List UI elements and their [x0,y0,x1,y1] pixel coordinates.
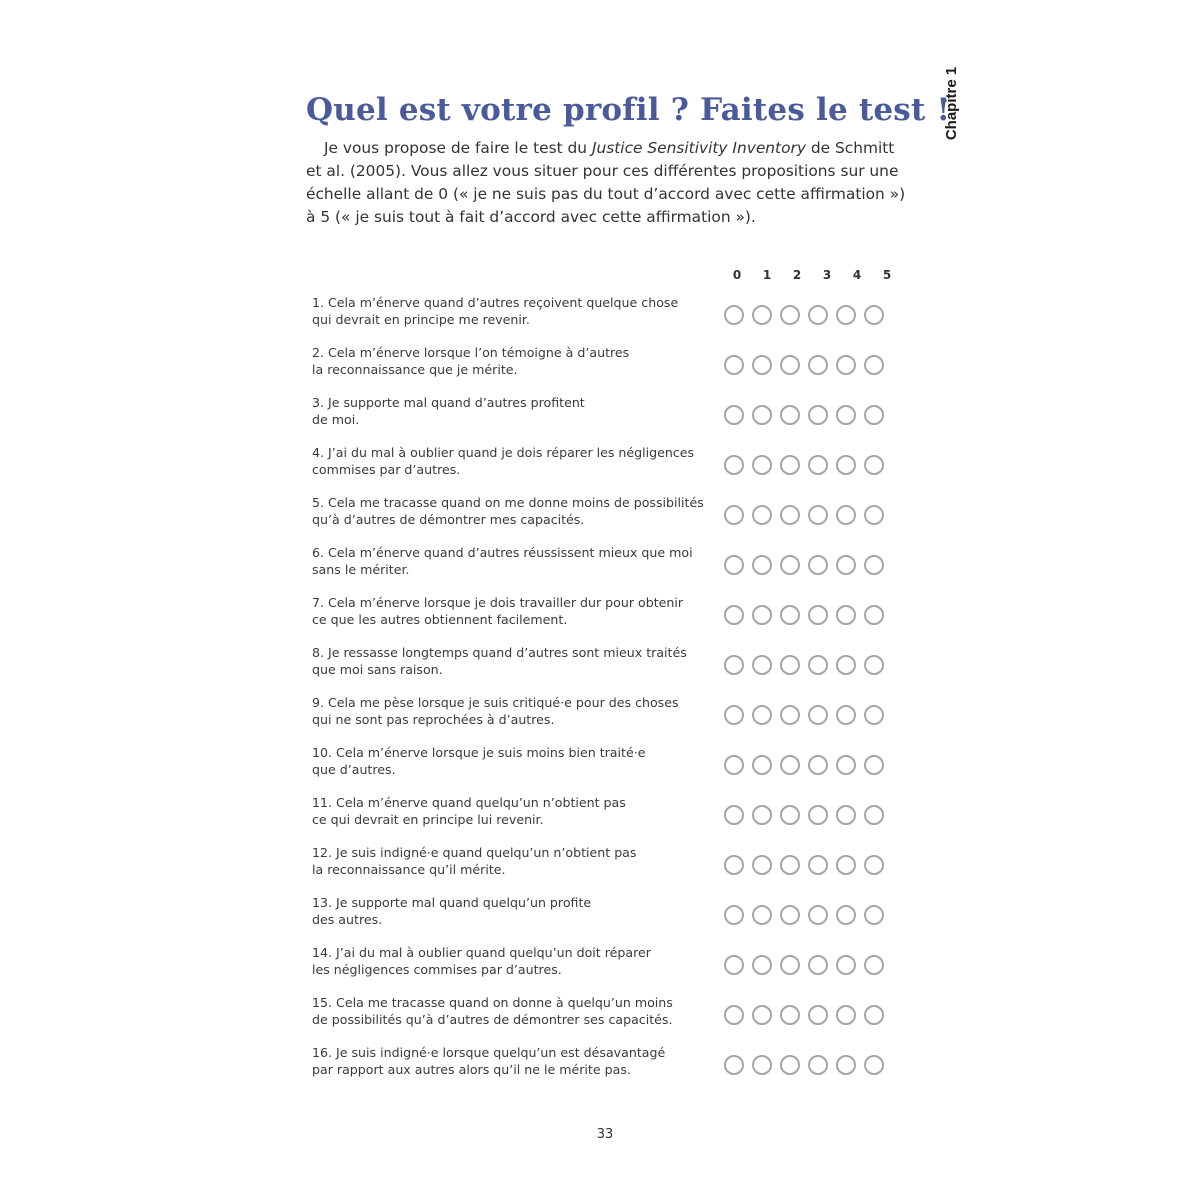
answer-radio-5[interactable] [864,505,884,525]
intro-text-end: de Schmitt et al. (2005). Vous allez vous situer pour ces différentes propositions sur une échelle allant de 0 (« je ne suis pas du tout d’accord avec cette affirmation ») à 5 (« je suis tout à fait d’accord avec cette affirmation »). [306,139,906,226]
answer-radio-3[interactable] [808,555,828,575]
answer-radio-0[interactable] [724,1005,744,1025]
answer-radio-1[interactable] [752,455,772,475]
question-text: 14. J’ai du mal à oublier quand quelqu’un doit réparer les négligences commises par d’autres. [312,945,651,977]
answer-radio-1[interactable] [752,305,772,325]
answer-radio-4[interactable] [836,505,856,525]
answer-radio-2[interactable] [780,405,800,425]
answer-radio-3[interactable] [808,405,828,425]
scale-label: 4 [852,268,862,282]
answer-radio-4[interactable] [836,705,856,725]
answer-radio-1[interactable] [752,755,772,775]
answer-radio-3[interactable] [808,305,828,325]
answer-radio-5[interactable] [864,955,884,975]
question-row [312,544,912,594]
answer-radio-group [724,305,884,325]
answer-radio-5[interactable] [864,705,884,725]
answer-radio-group [724,755,884,775]
answer-radio-0[interactable] [724,655,744,675]
answer-radio-3[interactable] [808,505,828,525]
question-row [312,894,912,944]
question-text: 10. Cela m’énerve lorsque je suis moins bien traité·e que d’autres. [312,745,646,777]
question-row [312,394,912,444]
question-row [312,594,912,644]
answer-radio-3[interactable] [808,855,828,875]
question-text: 15. Cela me tracasse quand on donne à quelqu’un moins de possibilités qu’à d’autres de démontrer ses capacités. [312,995,673,1027]
question-text: 3. Je supporte mal quand d’autres profitent de moi. [312,395,585,427]
answer-radio-1[interactable] [752,905,772,925]
questionnaire-items [312,294,912,1094]
answer-radio-2[interactable] [780,555,800,575]
answer-radio-4[interactable] [836,305,856,325]
answer-radio-3[interactable] [808,805,828,825]
answer-radio-0[interactable] [724,855,744,875]
answer-radio-2[interactable] [780,705,800,725]
question-text: 2. Cela m’énerve lorsque l’on témoigne à d’autres la reconnaissance que je mérite. [312,345,630,377]
answer-radio-1[interactable] [752,355,772,375]
question-row [312,944,912,994]
question-row [312,1044,912,1094]
answer-radio-3[interactable] [808,655,828,675]
answer-radio-1[interactable] [752,955,772,975]
answer-radio-0[interactable] [724,555,744,575]
answer-radio-3[interactable] [808,355,828,375]
answer-radio-1[interactable] [752,505,772,525]
question-text: 7. Cela m’énerve lorsque je dois travailler dur pour obtenir ce que les autres obtiennent facilement. [312,595,684,627]
question-row [312,994,912,1044]
answer-radio-0[interactable] [724,755,744,775]
answer-radio-0[interactable] [724,355,744,375]
question-row [312,744,912,794]
scale-label: 3 [822,268,832,282]
intro-paragraph [306,137,911,229]
answer-radio-0[interactable] [724,955,744,975]
answer-radio-4[interactable] [836,755,856,775]
answer-radio-4[interactable] [836,355,856,375]
answer-radio-group [724,505,884,525]
answer-radio-4[interactable] [836,1055,856,1075]
answer-radio-5[interactable] [864,855,884,875]
answer-radio-5[interactable] [864,805,884,825]
question-text: 1. Cela m’énerve quand d’autres reçoivent quelque chose qui devrait en principe me revenir. [312,295,679,327]
answer-radio-0[interactable] [724,455,744,475]
answer-radio-group [724,1055,884,1075]
answer-radio-0[interactable] [724,305,744,325]
answer-radio-0[interactable] [724,705,744,725]
question-text: 12. Je suis indigné·e quand quelqu’un n’obtient pas la reconnaissance qu’il mérite. [312,845,637,877]
question-text: 8. Je ressasse longtemps quand d’autres sont mieux traités que moi sans raison. [312,645,687,677]
answer-radio-2[interactable] [780,505,800,525]
answer-radio-2[interactable] [780,655,800,675]
answer-radio-group [724,455,884,475]
answer-radio-1[interactable] [752,1055,772,1075]
answer-radio-4[interactable] [836,605,856,625]
answer-radio-5[interactable] [864,555,884,575]
answer-radio-2[interactable] [780,455,800,475]
question-row [312,344,912,394]
answer-radio-0[interactable] [724,605,744,625]
answer-radio-0[interactable] [724,505,744,525]
answer-radio-group [724,655,884,675]
answer-radio-3[interactable] [808,455,828,475]
page-number: 33 [596,1127,614,1142]
question-row [312,694,912,744]
scale-label: 1 [762,268,772,282]
answer-radio-4[interactable] [836,955,856,975]
question-text: 6. Cela m’énerve quand d’autres réussissent mieux que moi sans le mériter. [312,545,693,577]
answer-radio-3[interactable] [808,1005,828,1025]
answer-radio-0[interactable] [724,805,744,825]
answer-radio-0[interactable] [724,1055,744,1075]
answer-radio-5[interactable] [864,905,884,925]
answer-radio-4[interactable] [836,555,856,575]
answer-radio-group [724,405,884,425]
answer-radio-2[interactable] [780,855,800,875]
answer-radio-group [724,355,884,375]
question-text: 16. Je suis indigné·e lorsque quelqu’un est désavantagé par rapport aux autres alors qu’il ne le mérite pas. [312,1045,666,1077]
answer-radio-1[interactable] [752,555,772,575]
answer-radio-5[interactable] [864,355,884,375]
answer-radio-group [724,605,884,625]
answer-radio-3[interactable] [808,955,828,975]
question-text: 4. J’ai du mal à oublier quand je dois réparer les négligences commises par d’autres. [312,445,695,477]
answer-radio-group [724,955,884,975]
answer-radio-1[interactable] [752,805,772,825]
answer-radio-3[interactable] [808,755,828,775]
answer-radio-2[interactable] [780,805,800,825]
question-text: 5. Cela me tracasse quand on me donne moins de possibilités qu’à d’autres de démontrer mes capacités. [312,495,704,527]
answer-radio-2[interactable] [780,305,800,325]
question-text: 11. Cela m’énerve quand quelqu’un n’obtient pas ce qui devrait en principe lui revenir. [312,795,626,827]
scale-label: 5 [882,268,892,282]
intro-text-start: Je vous propose de faire le test du [324,139,592,157]
answer-radio-5[interactable] [864,655,884,675]
question-text: 13. Je supporte mal quand quelqu’un profite des autres. [312,895,592,927]
answer-radio-2[interactable] [780,755,800,775]
chapter-label: Chapitre 1 [943,66,961,140]
answer-radio-3[interactable] [808,605,828,625]
answer-radio-2[interactable] [780,355,800,375]
answer-radio-group [724,805,884,825]
question-row [312,644,912,694]
question-row [312,494,912,544]
answer-radio-4[interactable] [836,405,856,425]
answer-radio-3[interactable] [808,1055,828,1075]
answer-radio-1[interactable] [752,605,772,625]
answer-radio-5[interactable] [864,455,884,475]
answer-radio-4[interactable] [836,905,856,925]
answer-radio-group [724,1005,884,1025]
answer-radio-5[interactable] [864,305,884,325]
answer-radio-group [724,855,884,875]
answer-radio-5[interactable] [864,1055,884,1075]
answer-radio-1[interactable] [752,405,772,425]
answer-radio-4[interactable] [836,1005,856,1025]
answer-radio-group [724,905,884,925]
question-row [312,444,912,494]
answer-radio-0[interactable] [724,405,744,425]
question-row [312,844,912,894]
answer-radio-group [724,555,884,575]
answer-radio-3[interactable] [808,705,828,725]
scale-header [722,268,902,282]
answer-radio-4[interactable] [836,455,856,475]
answer-radio-group [724,705,884,725]
answer-radio-5[interactable] [864,1005,884,1025]
page-title: Quel est votre profil ? Faites le test ! [306,92,951,128]
answer-radio-3[interactable] [808,905,828,925]
answer-radio-2[interactable] [780,605,800,625]
answer-radio-2[interactable] [780,1005,800,1025]
answer-radio-4[interactable] [836,855,856,875]
answer-radio-1[interactable] [752,705,772,725]
answer-radio-1[interactable] [752,855,772,875]
answer-radio-4[interactable] [836,805,856,825]
question-row [312,794,912,844]
answer-radio-2[interactable] [780,1055,800,1075]
question-text: 9. Cela me pèse lorsque je suis critiqué·e pour des choses qui ne sont pas reprochées à d’autres. [312,695,679,727]
inventory-title: Justice Sensitivity Inventory [591,139,806,157]
answer-radio-1[interactable] [752,1005,772,1025]
answer-radio-5[interactable] [864,605,884,625]
answer-radio-1[interactable] [752,655,772,675]
answer-radio-4[interactable] [836,655,856,675]
answer-radio-5[interactable] [864,405,884,425]
answer-radio-5[interactable] [864,755,884,775]
question-row [312,294,912,344]
answer-radio-2[interactable] [780,955,800,975]
scale-label: 2 [792,268,802,282]
scale-label: 0 [732,268,742,282]
answer-radio-0[interactable] [724,905,744,925]
answer-radio-2[interactable] [780,905,800,925]
